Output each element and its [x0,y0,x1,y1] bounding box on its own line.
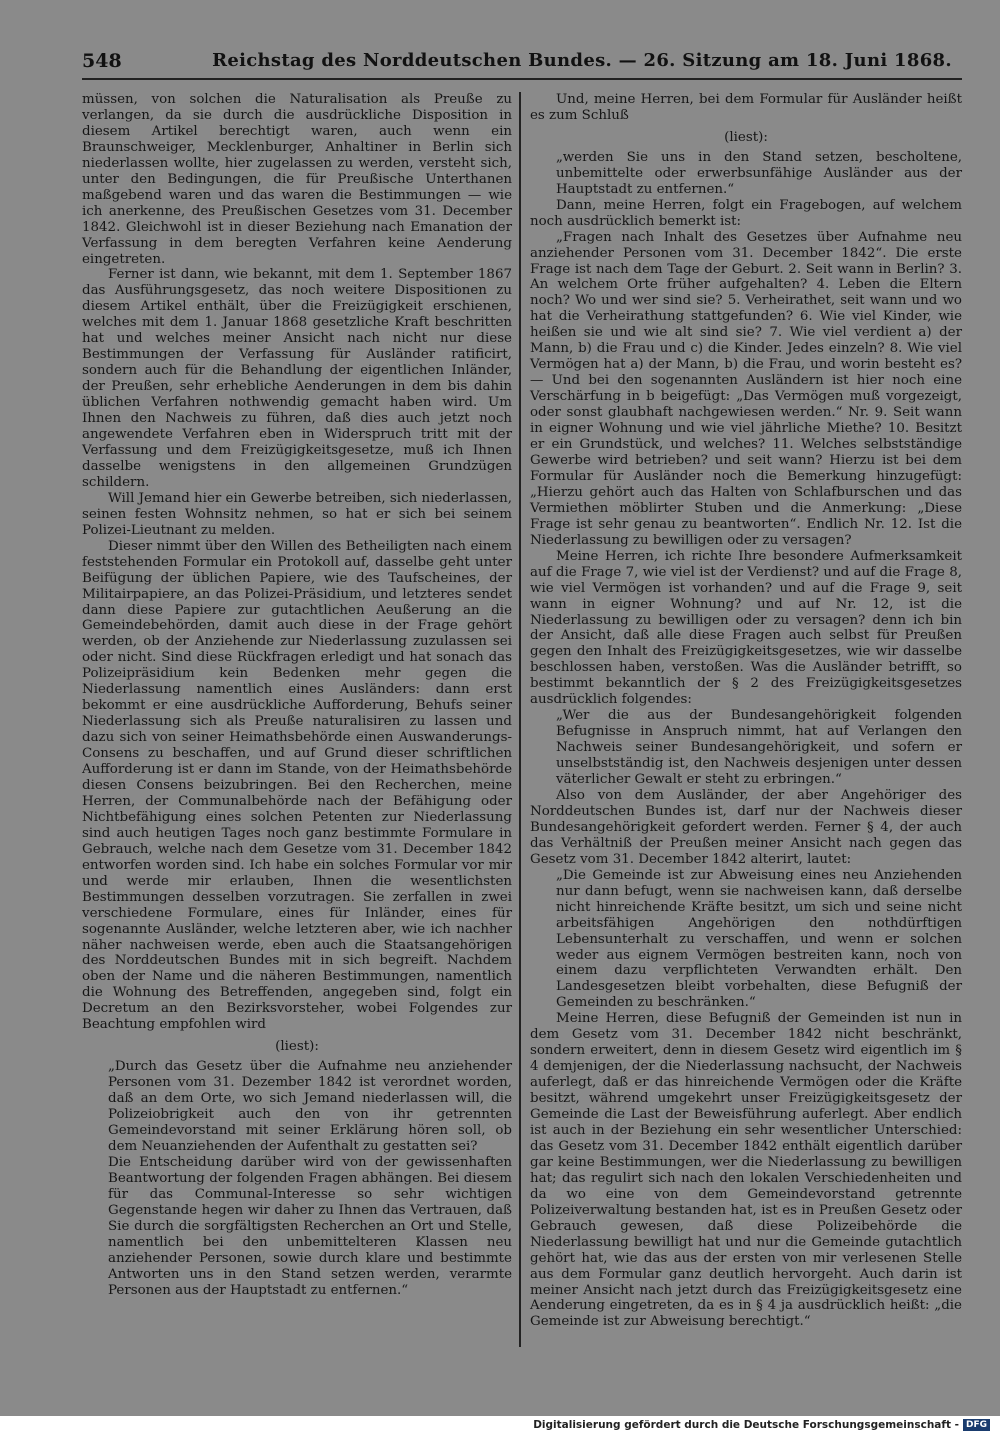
paragraph: „Fragen nach Inhalt des Gesetzes über Aufnahme neu anziehender Personen vom 31. December 1842“. Die erste Frage ist nach dem Tage der Geburt. 2. Seit wann in Berlin? 3. An welchem Orte früher aufgehalten? 4. Leben die Eltern noch? Wo und wer sind sie? 5. Verheirathet, seit wann und wo hat die Verheirathung stattgefunden? 6. Wie viel Kinder, wie heißen sie und wie alt sind sie? 7. Wie viel verdient a) der Mann, b) die Frau und c) die Kinder. Jedes einzeln? 8. Wie viel Vermögen hat a) der Mann, b) die Frau, und worin besteht es? — Und bei den sogenannten Ausländern ist hier noch eine Verschärfung in b beigefügt: „Das Vermögen muß vorgezeigt, oder sonst glaubhaft nachgewiesen werden.“ Nr. 9. Seit wann in eigner Wohnung und wie viel jährliche Miethe? 10. Besitzt er ein Grundstück, und welches? 11. Welches selbstständige Gewerbe wird betrieben? und seit wann? Hierzu ist bei dem Formular für Ausländer noch die Bemerkung hinzugefügt: „Hierzu gehört auch das Halten von Schlafburschen und das Vermiethen möblirter Stuben und die Anmerkung: „Diese Frage ist sehr genau zu beantworten“. Endlich Nr. 12. Ist die Niederlassung zu bewilligen oder zu versagen? [530,229,962,548]
header-rule [82,78,962,80]
quote-paragraph: „Wer die aus der Bundesangehörigkeit folgenden Befugnisse in Anspruch nimmt, hat auf Verlangen den Nachweis seiner Bundesangehörigkeit, und sofern er unselbstständig ist, den Nachweis desjenigen unter dessen väterlicher Gewalt er steht zu erbringen.“ [556,708,962,788]
block-quote [530,708,962,788]
paragraph: Will Jemand hier ein Gewerbe betreiben, sich niederlassen, seinen festen Wohnsitz nehmen, so hat er sich bei seinem Polizei-Lieutnant zu melden. [82,490,512,538]
block-quote [530,150,962,198]
paragraph: Ferner ist dann, wie bekannt, mit dem 1. September 1867 das Ausführungsgesetz, das noch weitere Dispositionen zu diesem Artikel enthält, über die Freizügigkeit erschienen, welches mit dem 1. Januar 1868 gesetzliche Kraft beschritten hat und welches meiner Ansicht nach nicht nur diese Bestimmungen der Verfassung für Ausländer ratificirt, sondern auch für die Behandlung der eigentlichen Inländer, der Preußen, sehr erhebliche Aenderungen in dem bis dahin üblichen Verfahren nothwendig gemacht haben wird. Um Ihnen den Nachweis zu führen, daß dies auch jetzt noch angewendete Verfahren eben in Widerspruch tritt mit der Verfassung und dem Freizügigkeitsgesetze, muß ich Ihnen dasselbe wenigstens in den allgemeinen Grundzügen schildern. [82,267,512,490]
digitization-footer [533,1418,990,1432]
block-quote [82,1059,512,1298]
paragraph: müssen, von solchen die Naturalisation als Preuße zu verlangen, da sie durch die ausdrückliche Disposition in diesem Artikel berechtigt waren, auch wenn ein Braunschweiger, Mecklenburger, Anhaltiner in Berlin sich niederlassen wollte, hier zugelassen zu werden, versteht sich, unter den Bedingungen, die für Preußische Unterthanen maßgebend waren und das waren die Bestimmungen — wie ich anerkenne, des Preußischen Gesetzes vom 31. December 1842. Gleichwohl ist in dieser Beziehung nach Emanation der Verfassung in dem beregten Verfahren keine Aenderung eingetreten. [82,92,512,267]
block-quote [530,868,962,1012]
paragraph: Meine Herren, ich richte Ihre besondere Aufmerksamkeit auf die Frage 7, wie viel ist der Verdienst? und auf die Frage 8, wie viel Vermögen ist vorhanden? und auf die Frage 9, seit wann in eigner Wohnung? und auf Nr. 12, ist die Niederlassung zu bewilligen oder zu versagen? denn ich bin der Ansicht, daß alle diese Fragen auch selbst für Preußen gegen den Inhalt des Freizügigkeitsgesetzes, wie wir dasselbe beschlossen haben, verstoßen. Was die Ausländer betrifft, so bestimmt bekanntlich der § 2 des Freizügigkeitsgesetzes ausdrücklich folgendes: [530,548,962,708]
paragraph: Und, meine Herren, bei dem Formular für Ausländer heißt es zum Schluß [530,92,962,123]
quote-paragraph: „werden Sie uns in den Stand setzen, bescholtene, unbemittelte oder erwerbsunfähige Ausländer aus der Hauptstadt zu entfernen.“ [556,149,962,197]
paragraph: Dieser nimmt über den Willen des Betheiligten nach einem feststehenden Formular ein Protokoll auf, dasselbe geht unter Beifügung der üblichen Papiere, wie des Taufscheines, der Militairpapiere, an das Polizei-Präsidium, und letzteres sendet dann diese Papiere zur gutachtlichen Aeußerung an die Gemeindebehörden, damit auch diese in der Frage gehört werden, ob der Anziehende zur Niederlassung zuzulassen sei oder nicht. Sind diese Rückfragen erledigt und hat sonach das Polizeipräsidium kein Bedenken mehr gegen die Niederlassung namentlich eines Ausländers: dann erst bekommt er eine ausdrückliche Aufforderung, Behufs seiner Niederlassung sich als Preuße naturalisiren zu lassen und dazu sich von seiner Heimathsbehörde einen Auswanderungs-Consens zu beschaffen, und auf Grund dieser schriftlichen Aufforderung ist er dann im Stande, von der Heimathsbehörde diesen Consens beizubringen. Bei den Recherchen, meine Herren, der Communalbehörde nach der Befähigung oder Nichtbefähigung eines solchen Petenten zur Niederlassung sind auch heutigen Tages noch ganz bestimmte Formulare in Gebrauch, welche nach dem Gesetze vom 31. December 1842 entworfen worden sind. Ich habe ein solches Formular vor mir und werde mir erlauben, Ihnen die wesentlichsten Bestimmungen desselben vorzutragen. Sie zerfallen in zwei verschiedene Formulare, eines für Inländer, eines für sogenannte Ausländer, welche letzteren aber, wie ich nachher näher nachweisen werde, eben auch die Staatsangehörigen des Norddeutschen Bundes mit in sich begreift. Nachdem oben der Name und die näheren Bestimmungen, namentlich die Wohnung des Betreffenden, angegeben sind, folgt ein Decretum an den Bezirksvorsteher, wobei Folgendes zur Beachtung empfohlen wird [82,538,512,1033]
quote-paragraph: „Durch das Gesetz über die Aufnahme neu anziehender Personen vom 31. Dezember 1842 ist verordnet worden, daß an dem Orte, wo sich Jemand niederlassen will, die Polizeiobrigkeit auch den von ihr getrennten Gemeindevorstand mit seiner Erklärung hören soll, ob dem Neuanziehenden der Aufenthalt zu gestatten sei? [108,1059,512,1154]
right-column [530,92,962,1330]
paragraph: Dann, meine Herren, folgt ein Fragebogen, auf welchem noch ausdrücklich bemerkt ist: [530,197,962,229]
paragraph: Meine Herren, diese Befugniß der Gemeinden ist nun in dem Gesetz vom 31. December 1842 nicht beschränkt, sondern erweitert, denn in diesem Gesetz wird eigentlich im § 4 demjenigen, der die Niederlassung nachsucht, der Nachweis auferlegt, daß er das hinreichende Vermögen oder die Kräfte besitzt, während umgekehrt unser Freizügigkeitsgesetz der Gemeinde die Last der Beweisführung auferlegt. Aber endlich ist auch in der Beziehung ein sehr wesentlicher Unterschied: das Gesetz vom 31. December 1842 enthält eigentlich darüber gar keine Bestimmungen, wer die Niederlassung zu bewilligen hat; das regulirt sich nach den lokalen Verschiedenheiten und da wo eine von dem Gemeindevorstand getrennte Polizeiverwaltung bestanden hat, ist es in Preußen Gesetz oder Gebrauch gewesen, daß diese Polizeibehörde die Niederlassung bewilligt hat und nur die Gemeinde gutachtlich gehört hat, wie das aus der ersten von mir verlesenen Stelle aus dem Formular ganz deutlich hervorgeht. Auch darin ist meiner Ansicht nach jetzt durch das Freizügigkeitsgesetz eine Aenderung eingetreten, da es in § 4 ja ausdrücklich heißt: „die Gemeinde ist zur Abweisung berechtigt.“ [530,1011,962,1330]
column-divider [519,92,521,1347]
paragraph: Also von dem Ausländer, der aber Angehöriger des Norddeutschen Bundes ist, darf nur der Nachweis dieser Bundesangehörigkeit gefordert werden. Ferner § 4, der auch das Verhältniß der Preußen meiner Ansicht nach gegen das Gesetz vom 31. December 1842 alterirt, lautet: [530,787,962,867]
page-number: 548 [82,50,122,72]
page-header [82,50,960,76]
quote-paragraph: Die Entscheidung darüber wird von der gewissenhaften Beantwortung der folgenden Fragen abhängen. Bei diesem für das Communal-Interesse so sehr wichtigen Gegenstande hegen wir daher zu Ihnen das Vertrauen, daß Sie durch die sorgfältigsten Recherchen an Ort und Stelle, namentlich bei den unbemittelteren Klassen neu anziehender Personen, sowie durch klare und bestimmte Antworten uns in den Stand setzen werden, verarmte Personen aus der Hauptstadt zu entfernen.“ [108,1154,512,1298]
stage-direction: (liest): [724,129,768,145]
running-title: Reichstag des Norddeutschen Bundes. — 26. Sitzung am 18. Juni 1868. [212,50,952,71]
funding-credit: Digitalisierung gefördert durch die Deutsche Forschungsgemeinschaft - [533,1419,959,1431]
dfg-logo: DFG [963,1419,990,1431]
quote-paragraph: „Die Gemeinde ist zur Abweisung eines neu Anziehenden nur dann befugt, wenn sie nachweisen kann, daß derselbe nicht hinreichende Kräfte besitzt, um sich und seine nicht arbeitsfähigen Angehörigen den nothdürftigen Lebensunterhalt zu verschaffen, und wenn er solchen weder aus eignem Vermögen bestreiten kann, noch von einem dazu verpflichteten Verwandten erhält. Den Landesgesetzen bleibt vorbehalten, diese Befugniß der Gemeinden zu beschränken.“ [556,867,962,1011]
stage-direction: (liest): [275,1039,319,1055]
left-column [82,92,512,1298]
